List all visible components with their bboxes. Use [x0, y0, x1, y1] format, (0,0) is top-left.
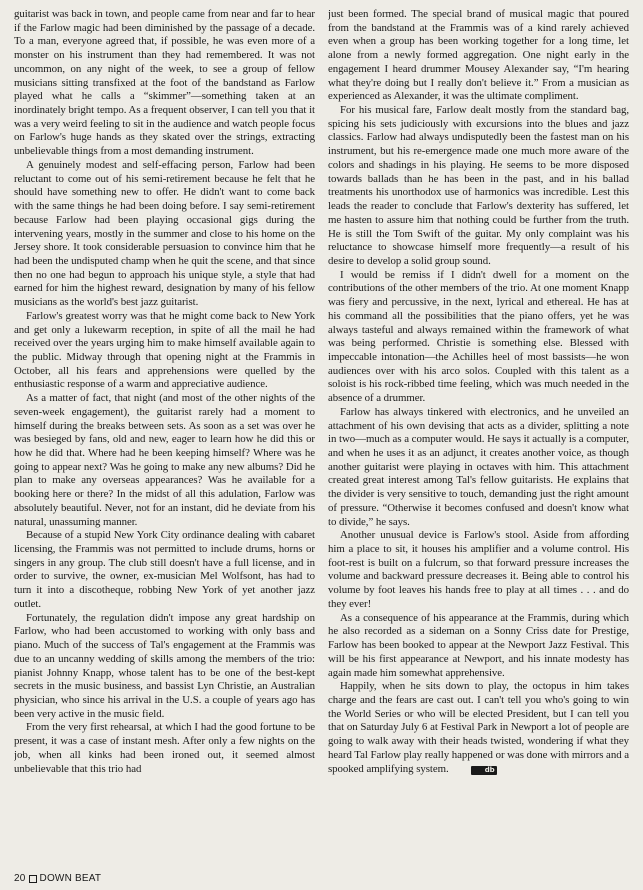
article-paragraph [328, 406, 629, 529]
article-body [14, 8, 629, 860]
paragraph-text: A genuinely modest and self-effacing person, Farlow had been reluctant to come out of his semi-retirement because he felt that he should have something new to offer. He didn't want to come back with the same things he had been doing before. I say semi-retirement because Farlow had been playing occasional gigs during the intervening years, mostly in the summer and close to his home on the Jersey shore. It took considerable persuasion to convince him that he had been the undisputed champ when he quit the scene, and that since then no one had begun to approach his unique style, a style that had earned for him the highest reward, designation by many of his fellow musicians as the world's best jazz guitarist. [14, 158, 315, 309]
magazine-name: DOWN BEAT [39, 873, 102, 884]
article-paragraph [14, 159, 315, 310]
page-number: 20 [14, 873, 26, 884]
article-paragraph [14, 529, 315, 611]
paragraph-text: Happily, when he sits down to play, the octopus in him takes charge and the fears are cast out. I can't tell you who's going to win the World Series or who will be elected President, but I can tell you that on Saturday July 6 at Festival Park in Newport a lot of people are going to walk away with their heads twisted, wondering if what they heard Tal Farlow play really happened or was done with mirrors and a spooked amplifying system. [328, 680, 629, 775]
paragraph-text: I would be remiss if I didn't dwell for a moment on the contributions of the other members of the trio. At one moment Knapp was fiery and percussive, in the next, lyrical and ethereal. He has at his command all the possibilities that the piano offers, yet he was always tasteful and always remained within the framework of what was being performed. Christie is something else. Blessed with impeccable intonation—the Achilles heel of most bassists—he won audiences over with his arco solos. Coupled with this talent as a soloist is his rock-ribbed time feeling, which was much needed in the absence of a drummer. [328, 268, 629, 405]
article-paragraph [14, 310, 315, 392]
paragraph-text: As a matter of fact, that night (and most of the other nights of the seven-week engagement), the guitarist rarely had a moment to himself during the breaks between sets. As soon as a set was over he was besieged by fans, old and new, eager to learn how he did this or how he did that. Where had he been keeping himself? Where was he going to appear next? Was he going to make any new albums? Did he plan to make any overseas appearances? Was he available for a booking here or there? In the midst of all this adulation, Farlow was absolutely beautiful. Never, not for an instant, did he deviate from his natural, unassuming manner. [14, 392, 315, 528]
paragraph-text: just been formed. The special brand of musical magic that poured from the bandstand at the Frammis was of a kind rarely achieved even when a group has been working together for a long time, let alone from a newly formed aggregation. One night early in the engagement I heard drummer Mousey Alexander say, “I'm hearing what they're doing but I really don't believe it.” From a musician as experienced as Alexander, it was the ultimate compliment. [328, 8, 629, 103]
paragraph-text: Farlow has always tinkered with electronics, and he unveiled an attachment of his own devising that acts as a divider, splitting a note in two—much as a computer would. He says it actually is a computer, and when he uses it as an adjunct, it creates another voice, as though another guitarist were playing in octaves with him. This attachment created great interest among Tal's fellow guitarists. He explains that the divider is very sensitive to touch, demanding just the right amount of pressure. “Otherwise it becomes confused and doesn't know what to divide,” he says. [328, 405, 629, 528]
article-paragraph [14, 8, 315, 159]
article-paragraph [14, 392, 315, 529]
square-box-icon [29, 875, 37, 883]
left-column [14, 8, 315, 860]
page-footer [14, 873, 101, 884]
article-paragraph [14, 721, 315, 776]
paragraph-text: As a consequence of his appearance at the Frammis, during which he also recorded as a sideman on a Sonny Criss date for Prestige, Farlow has been booked to appear at the Newport Jazz Festival. This will be his first appearance at Newport, and his innate modesty has again made him somewhat apprehensive. [328, 611, 629, 679]
article-paragraph [328, 680, 629, 776]
paragraph-text: Another unusual device is Farlow's stool. Aside from affording him a place to sit, it houses his amplifier and a volume control. His foot-rest is built on a fulcrum, so that forward pressure increases the volume and backward pressure decreases it. Being able to control his volume by foot leaves his hands free to play at all times . . . and do they ever! [328, 529, 629, 610]
article-paragraph [328, 104, 629, 269]
paragraph-text: Farlow's greatest worry was that he might come back to New York and get only a lukewarm reception, in spite of all the mail he had received over the years urging him to make himself available again to the public. Midway through that opening night at the Frammis in October, all his fears and apprehensions were quelled by the enthusiastic response of a warm and appreciative audience. [14, 309, 315, 391]
article-paragraph [328, 529, 629, 611]
right-column [328, 8, 629, 860]
article-paragraph [14, 612, 315, 722]
paragraph-text: For his musical fare, Farlow dealt mostly from the standard bag, spicing his sets judiciously with excursions into the blues and jazz classics. Farlow had always undisputedly been the fastest man on his instrument, but his re-emergence made one much more aware of the colors and shadings in his playing. He seems to be more disposed towards ballads than he has been in the past, and in his ballad treatments his unorthodox use of harmonics was incredible. Lest this leads the reader to conclude that Farlow's dexterity has suffered, let me hasten to assure him that nothing could be further from the truth. He is still the Tom Swift of the guitar. My only complaint was his reluctance to showcase himself more frequently—a result of his desire to develop a solid group sound. [328, 104, 629, 267]
end-of-article-mark: db [471, 766, 497, 775]
paragraph-text: guitarist was back in town, and people came from near and far to hear if the Farlow magic had been diminished by the passage of a decade. To a man, everyone agreed that, if possible, he was even more of a monster on his instrument than they had remembered. It was not uncommon, on any night of the week, to see a group of fellow musicians sitting transfixed at the foot of the bandstand as Farlow played what he calls a “skimmer”—something taken at an inordinately bright tempo. As a frequent observer, I can tell you that it was a very weird feeling to sit in the audience and watch people focus on Farlow's huge hands as they skated over the strings, extracting unbelievable things from a most demanding instrument. [14, 8, 315, 158]
paragraph-text: From the very first rehearsal, at which I had the good fortune to be present, it was a case of instant mesh. After only a few nights on the job, when all kinks had been ironed out, it seemed almost unbelievable that this trio had [14, 721, 315, 775]
paragraph-text: Because of a stupid New York City ordinance dealing with cabaret licensing, the Frammis was not permitted to include drums, horns or singers in any group. The club still doesn't have a full license, and in order to survive, the owner, ex-musician Mel Wolfsont, has had to turn it into a discotheque, robbing New York of yet another jazz outlet. [14, 529, 315, 610]
article-paragraph [328, 269, 629, 406]
article-paragraph [328, 8, 629, 104]
paragraph-text: Fortunately, the regulation didn't impose any great hardship on Farlow, who had been accustomed to working with only bass and piano. Much of the success of Tal's engagement at the Frammis was due to an uncanny wedding of skills among the members of the trio: pianist Johnny Knapp, whose talent has to be one of the best-kept secrets in the music business, and bassist Lyn Christie, an Australian physician, who since his arrival in the U.S. a couple of years ago has been very active in the music field. [14, 611, 315, 720]
article-paragraph [328, 612, 629, 681]
